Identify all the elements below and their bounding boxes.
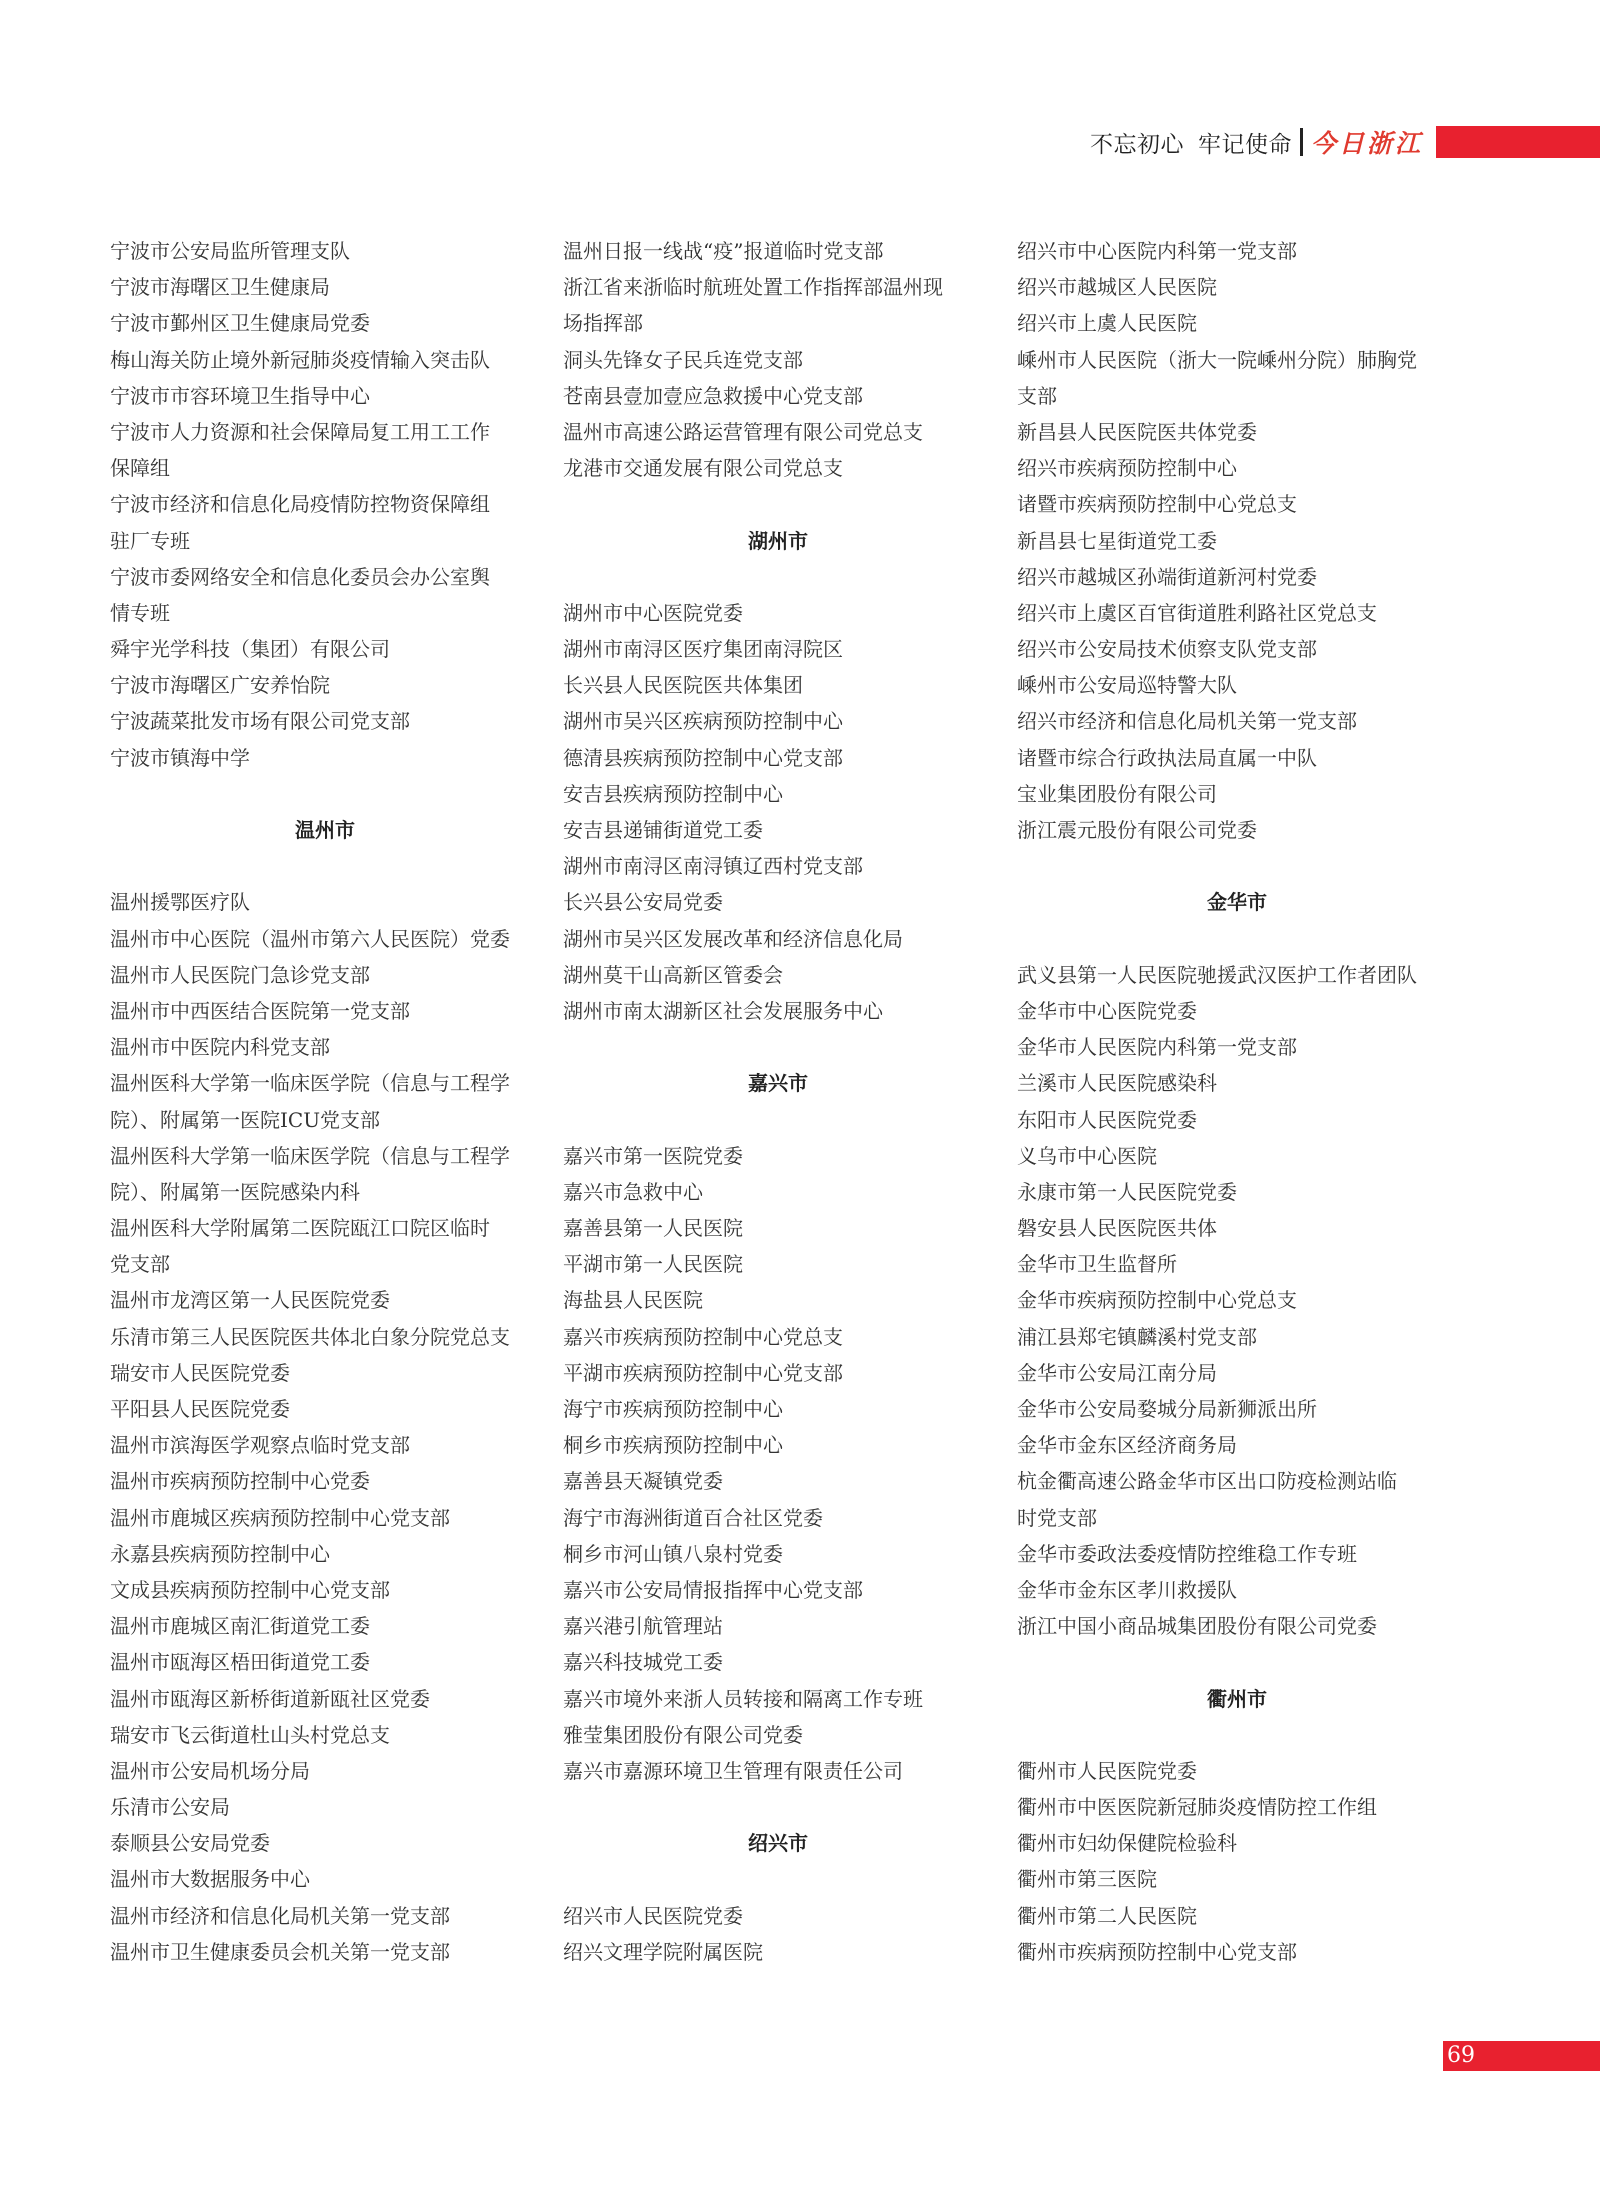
slogan-part-2: 牢记使命 [1198, 131, 1292, 158]
list-item: 场指挥部 [563, 311, 643, 336]
list-item: 永嘉县疾病预防控制中心 [110, 1541, 330, 1566]
list-item: 新昌县人民医院医共体党委 [1017, 419, 1257, 444]
list-item: 温州市滨海医学观察点临时党支部 [110, 1433, 410, 1458]
list-item: 温州市中医院内科党支部 [110, 1035, 330, 1060]
list-item: 龙港市交通发展有限公司党总支 [563, 456, 843, 481]
list-item: 湖州莫干山高新区管委会 [563, 962, 783, 987]
list-item: 海盐县人民医院 [563, 1288, 703, 1313]
list-item: 湖州市南浔区医疗集团南浔院区 [563, 637, 843, 662]
list-item: 平湖市疾病预防控制中心党支部 [563, 1360, 843, 1385]
list-item: 温州市鹿城区南汇街道党工委 [110, 1614, 370, 1639]
list-item: 金华市卫生监督所 [1017, 1252, 1177, 1277]
list-item: 平阳县人民医院党委 [110, 1397, 290, 1421]
spacer [1017, 1717, 1457, 1753]
list-item: 温州市中心医院（温州市第六人民医院）党委 [110, 926, 510, 951]
list-column-1 [110, 233, 540, 1970]
list-column-2 [563, 233, 993, 1970]
list-item: 嘉善县第一人民医院 [563, 1216, 743, 1241]
list-item: 衢州市人民医院党委 [1017, 1758, 1197, 1783]
list-item: 温州市龙湾区第一人民医院党委 [110, 1288, 390, 1313]
list-item: 浙江震元股份有限公司党委 [1017, 818, 1257, 842]
list-item: 绍兴市公安局技术侦察支队党支部 [1017, 637, 1317, 662]
list-item: 温州医科大学第一临床医学院（信息与工程学 [110, 1143, 510, 1168]
list-item: 嘉兴市公安局情报指挥中心党支部 [563, 1577, 863, 1602]
slogan-part-1: 不忘初心 [1090, 131, 1184, 158]
list-item: 兰溪市人民医院感染科 [1017, 1071, 1217, 1096]
list-item: 温州市高速公路运营管理有限公司党总支 [563, 419, 923, 444]
list-item: 金华市中心医院党委 [1017, 998, 1197, 1023]
list-item: 保障组 [110, 456, 170, 481]
list-item: 杭金衢高速公路金华市区出口防疫检测站临 [1017, 1469, 1397, 1494]
list-item: 长兴县人民医院医共体集团 [563, 673, 803, 698]
list-item: 温州市人民医院门急诊党支部 [110, 962, 370, 987]
list-item: 平湖市第一人民医院 [563, 1252, 743, 1277]
list-item: 金华市委政法委疫情防控维稳工作专班 [1017, 1541, 1357, 1566]
list-item: 衢州市疾病预防控制中心党支部 [1017, 1939, 1297, 1964]
spacer [110, 776, 540, 812]
section-heading-city: 嘉兴市 [748, 1071, 808, 1096]
list-item: 新昌县七星街道党工委 [1017, 528, 1217, 553]
list-item: 德清县疾病预防控制中心党支部 [563, 745, 843, 770]
list-item: 金华市金东区孝川救援队 [1017, 1577, 1237, 1602]
list-item: 浙江中国小商品城集团股份有限公司党委 [1017, 1614, 1377, 1639]
list-item: 宁波市人力资源和社会保障局复工用工工作 [110, 419, 490, 444]
section-heading-city: 绍兴市 [748, 1831, 808, 1856]
list-item: 瑞安市人民医院党委 [110, 1360, 290, 1385]
list-item: 金华市人民医院内科第一党支部 [1017, 1035, 1297, 1060]
list-item: 温州市鹿城区疾病预防控制中心党支部 [110, 1505, 450, 1530]
list-item: 安吉县递铺街道党工委 [563, 818, 763, 842]
spacer [563, 1029, 993, 1065]
list-item: 金华市金东区经济商务局 [1017, 1433, 1237, 1458]
list-item: 院）、附属第一医院感染内科 [110, 1179, 360, 1204]
list-item: 绍兴市上虞人民医院 [1017, 311, 1197, 336]
list-item: 海宁市海洲街道百合社区党委 [563, 1505, 823, 1530]
list-item: 绍兴市越城区孙端街道新河村党委 [1017, 564, 1317, 589]
spacer [563, 1102, 993, 1138]
list-item: 宁波市公安局监所管理支队 [110, 239, 350, 263]
spacer [1017, 1644, 1457, 1680]
list-item: 温州市疾病预防控制中心党委 [110, 1469, 370, 1494]
list-item: 海宁市疾病预防控制中心 [563, 1397, 783, 1421]
list-item: 衢州市第二人民医院 [1017, 1903, 1197, 1928]
spacer [563, 1861, 993, 1897]
section-heading-city: 温州市 [295, 818, 355, 842]
list-item: 绍兴市中心医院内科第一党支部 [1017, 239, 1297, 263]
header-red-bar [1436, 126, 1600, 158]
list-item: 桐乡市河山镇八泉村党委 [563, 1541, 783, 1566]
list-item: 武义县第一人民医院驰援武汉医护工作者团队 [1017, 962, 1417, 987]
list-item: 湖州市中心医院党委 [563, 600, 743, 625]
list-item: 嵊州市人民医院（浙大一院嵊州分院）肺胸党 [1017, 347, 1417, 372]
list-item: 党支部 [110, 1252, 170, 1277]
list-item: 温州医科大学附属第二医院瓯江口院区临时 [110, 1216, 490, 1241]
spacer [563, 486, 993, 522]
list-item: 乐清市公安局 [110, 1795, 230, 1820]
list-item: 温州市经济和信息化局机关第一党支部 [110, 1903, 450, 1928]
list-item: 湖州市吴兴区发展改革和经济信息化局 [563, 926, 903, 951]
list-item: 湖州市吴兴区疾病预防控制中心 [563, 709, 843, 734]
list-item: 宁波市镇海中学 [110, 745, 250, 770]
section-heading-city: 金华市 [1207, 890, 1267, 915]
list-item: 绍兴市经济和信息化局机关第一党支部 [1017, 709, 1357, 734]
list-item: 嘉兴市第一医院党委 [563, 1143, 743, 1168]
list-item: 绍兴市上虞区百官街道胜利路社区党总支 [1017, 600, 1377, 625]
list-item: 嘉兴市疾病预防控制中心党总支 [563, 1324, 843, 1349]
list-item: 时党支部 [1017, 1505, 1097, 1530]
list-item: 瑞安市飞云街道杜山头村党总支 [110, 1722, 390, 1747]
list-item: 磐安县人民医院医共体 [1017, 1216, 1217, 1241]
list-item: 温州市瓯海区梧田街道党工委 [110, 1650, 370, 1675]
list-item: 诸暨市综合行政执法局直属一中队 [1017, 745, 1317, 770]
list-item: 衢州市第三医院 [1017, 1867, 1157, 1892]
header-slogan [1090, 126, 1292, 159]
list-item: 温州日报一线战“疫”报道临时党支部 [563, 239, 884, 263]
spacer [563, 1789, 993, 1825]
list-item: 东阳市人民医院党委 [1017, 1107, 1197, 1132]
list-item: 嘉兴科技城党工委 [563, 1650, 723, 1675]
page-number: 69 [1447, 2043, 1475, 2068]
list-item: 桐乡市疾病预防控制中心 [563, 1433, 783, 1458]
list-item: 金华市公安局婺城分局新狮派出所 [1017, 1397, 1317, 1421]
list-item: 宝业集团股份有限公司 [1017, 781, 1217, 806]
list-item: 浦江县郑宅镇麟溪村党支部 [1017, 1324, 1257, 1349]
list-item: 雅莹集团股份有限公司党委 [563, 1722, 803, 1747]
section-heading-city: 衢州市 [1207, 1686, 1267, 1711]
list-item: 义乌市中心医院 [1017, 1143, 1157, 1168]
list-item: 长兴县公安局党委 [563, 890, 723, 915]
list-item: 嘉兴市境外来浙人员转接和隔离工作专班 [563, 1686, 923, 1711]
list-item: 宁波市委网络安全和信息化委员会办公室舆 [110, 564, 490, 589]
list-item: 嵊州市公安局巡特警大队 [1017, 673, 1237, 698]
list-item: 支部 [1017, 383, 1057, 408]
list-item: 衢州市妇幼保健院检验科 [1017, 1831, 1237, 1856]
list-column-3 [1017, 233, 1457, 1970]
spacer [563, 559, 993, 595]
list-item: 嘉兴市嘉源环境卫生管理有限责任公司 [563, 1758, 903, 1783]
list-item: 驻厂专班 [110, 528, 190, 553]
list-item: 温州市公安局机场分局 [110, 1758, 310, 1783]
list-item: 安吉县疾病预防控制中心 [563, 781, 783, 806]
list-item: 绍兴市疾病预防控制中心 [1017, 456, 1237, 481]
list-item: 衢州市中医医院新冠肺炎疫情防控工作组 [1017, 1795, 1377, 1820]
list-item: 绍兴市越城区人民医院 [1017, 275, 1217, 300]
list-item: 湖州市南太湖新区社会发展服务中心 [563, 998, 883, 1023]
list-item: 永康市第一人民医院党委 [1017, 1179, 1237, 1204]
list-item: 宁波市海曙区卫生健康局 [110, 275, 330, 300]
list-item: 宁波市经济和信息化局疫情防控物资保障组 [110, 492, 490, 517]
list-item: 宁波市鄞州区卫生健康局党委 [110, 311, 370, 336]
list-item: 温州援鄂医疗队 [110, 890, 250, 915]
list-item: 宁波市海曙区广安养怡院 [110, 673, 330, 698]
list-item: 嘉兴港引航管理站 [563, 1614, 723, 1639]
list-item: 文成县疾病预防控制中心党支部 [110, 1577, 390, 1602]
magazine-brand-logo: 今日浙江 [1311, 129, 1424, 158]
list-item: 嘉善县天凝镇党委 [563, 1469, 723, 1494]
list-item: 湖州市南浔区南浔镇辽西村党支部 [563, 854, 863, 879]
list-item: 诸暨市疾病预防控制中心党总支 [1017, 492, 1297, 517]
list-item: 宁波市市容环境卫生指导中心 [110, 383, 370, 408]
list-item: 舜宇光学科技（集团）有限公司 [110, 637, 390, 662]
spacer [110, 848, 540, 884]
list-item: 洞头先锋女子民兵连党支部 [563, 347, 803, 372]
list-item: 泰顺县公安局党委 [110, 1831, 270, 1856]
list-item: 情专班 [110, 600, 170, 625]
list-item: 温州市瓯海区新桥街道新瓯社区党委 [110, 1686, 430, 1711]
section-heading-city: 湖州市 [748, 528, 808, 553]
spacer [1017, 848, 1457, 884]
list-item: 苍南县壹加壹应急救援中心党支部 [563, 383, 863, 408]
list-item: 温州市中西医结合医院第一党支部 [110, 998, 410, 1023]
header-divider [1300, 128, 1303, 156]
list-item: 绍兴文理学院附属医院 [563, 1939, 763, 1964]
list-item: 乐清市第三人民医院医共体北白象分院党总支 [110, 1324, 510, 1349]
list-item: 温州医科大学第一临床医学院（信息与工程学 [110, 1071, 510, 1096]
list-item: 温州市卫生健康委员会机关第一党支部 [110, 1939, 450, 1964]
list-item: 院）、附属第一医院ICU党支部 [110, 1107, 381, 1132]
list-item: 宁波蔬菜批发市场有限公司党支部 [110, 709, 410, 734]
list-item: 金华市疾病预防控制中心党总支 [1017, 1288, 1297, 1313]
spacer [1017, 921, 1457, 957]
page-header [1090, 124, 1423, 160]
list-item: 绍兴市人民医院党委 [563, 1903, 743, 1928]
list-item: 梅山海关防止境外新冠肺炎疫情输入突击队 [110, 347, 490, 372]
list-item: 嘉兴市急救中心 [563, 1179, 703, 1204]
list-item: 温州市大数据服务中心 [110, 1867, 310, 1892]
list-item: 浙江省来浙临时航班处置工作指挥部温州现 [563, 275, 943, 300]
list-item: 金华市公安局江南分局 [1017, 1360, 1217, 1385]
